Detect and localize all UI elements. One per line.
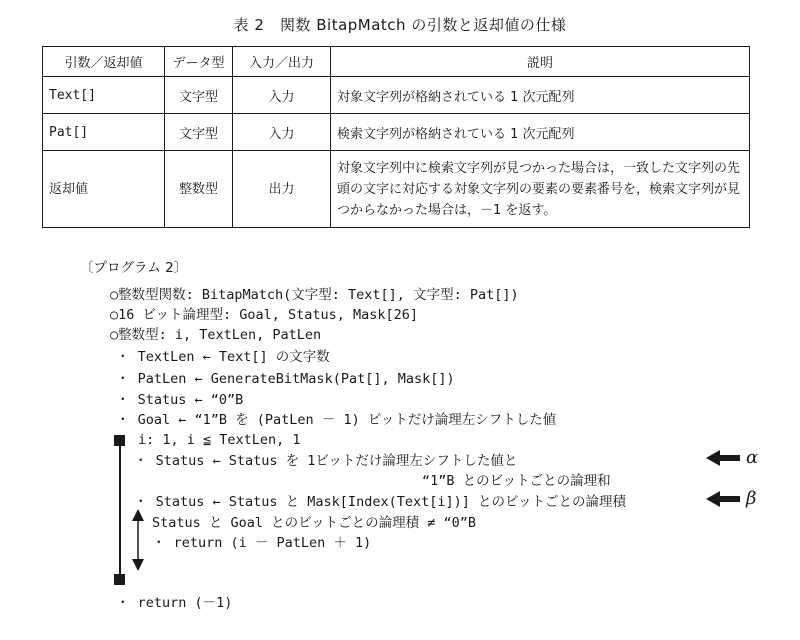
cell-name: Pat[] bbox=[43, 114, 165, 151]
cell-io: 入力 bbox=[233, 77, 331, 114]
decl-logical: ○16 ビット論理型: Goal, Status, Mask[26] bbox=[110, 307, 419, 323]
cell-desc: 検索文字列が格納されている 1 次元配列 bbox=[331, 114, 750, 151]
left-arrow-icon bbox=[706, 450, 740, 466]
header-type: データ型 bbox=[165, 47, 233, 77]
header-args: 引数／返却値 bbox=[43, 47, 165, 77]
loop-header: i: 1, i ≦ TextLen, 1 bbox=[138, 432, 301, 448]
stmt-textlen: ・ TextLen ← Text[] の文字数 bbox=[116, 349, 330, 365]
decl-integer: ○整数型: i, TextLen, PatLen bbox=[110, 327, 322, 343]
alpha-marker bbox=[706, 447, 758, 468]
stmt-goal: ・ Goal ← “1”B を (PatLen － 1) ビットだけ論理左シフトした値 bbox=[116, 412, 557, 428]
cell-desc: 対象文字列が格納されている 1 次元配列 bbox=[331, 77, 750, 114]
left-arrow-icon bbox=[706, 491, 740, 507]
cell-type: 整数型 bbox=[165, 151, 233, 228]
branch-arrow-icon bbox=[127, 509, 149, 571]
beta-marker bbox=[706, 488, 756, 509]
cell-name: 返却値 bbox=[43, 151, 165, 228]
stmt-status-and: ・ Status ← Status と Mask[Index(Text[i])] とのビットごとの論理積 bbox=[134, 494, 626, 510]
program-title: 〔プログラム 2〕 bbox=[80, 260, 188, 276]
loop-start-marker bbox=[114, 435, 125, 446]
beta-label: β bbox=[746, 488, 757, 509]
alpha-label: α bbox=[746, 447, 759, 468]
stmt-status-init: ・ Status ← “0”B bbox=[116, 392, 244, 408]
stmt-return-match: ・ return (i － PatLen ＋ 1) bbox=[152, 535, 372, 551]
cell-io: 出力 bbox=[233, 151, 331, 228]
stmt-status-shift-cont: “1”B とのビットごとの論理和 bbox=[422, 473, 611, 489]
cell-name: Text[] bbox=[43, 77, 165, 114]
stmt-patlen: ・ PatLen ← GenerateBitMask(Pat[], Mask[]) bbox=[116, 371, 455, 387]
header-desc: 説明 bbox=[331, 47, 750, 77]
cell-io: 入力 bbox=[233, 114, 331, 151]
decl-function: ○整数型関数: BitapMatch(文字型: Text[], 文字型: Pat[]) bbox=[110, 287, 519, 303]
loop-line bbox=[119, 446, 121, 576]
branch-condition: Status と Goal とのビットごとの論理積 ≠ “0”B bbox=[152, 515, 477, 531]
loop-end-marker bbox=[114, 574, 125, 585]
stmt-return-notfound: ・ return (－1) bbox=[116, 595, 233, 611]
header-io: 入力／出力 bbox=[233, 47, 331, 77]
cell-type: 文字型 bbox=[165, 77, 233, 114]
cell-type: 文字型 bbox=[165, 114, 233, 151]
table-caption: 表 2 関数 BitapMatch の引数と返却値の仕様 bbox=[233, 16, 567, 34]
stmt-status-shift: ・ Status ← Status を 1ビットだけ論理左シフトした値と bbox=[134, 453, 518, 469]
cell-desc: 対象文字列中に検索文字列が見つかった場合は，一致した文字列の先頭の文字に対応する対象文字列の要素の要素番号を，検索文字列が見つからなかった場合は，－1 を返す。 bbox=[331, 151, 750, 228]
